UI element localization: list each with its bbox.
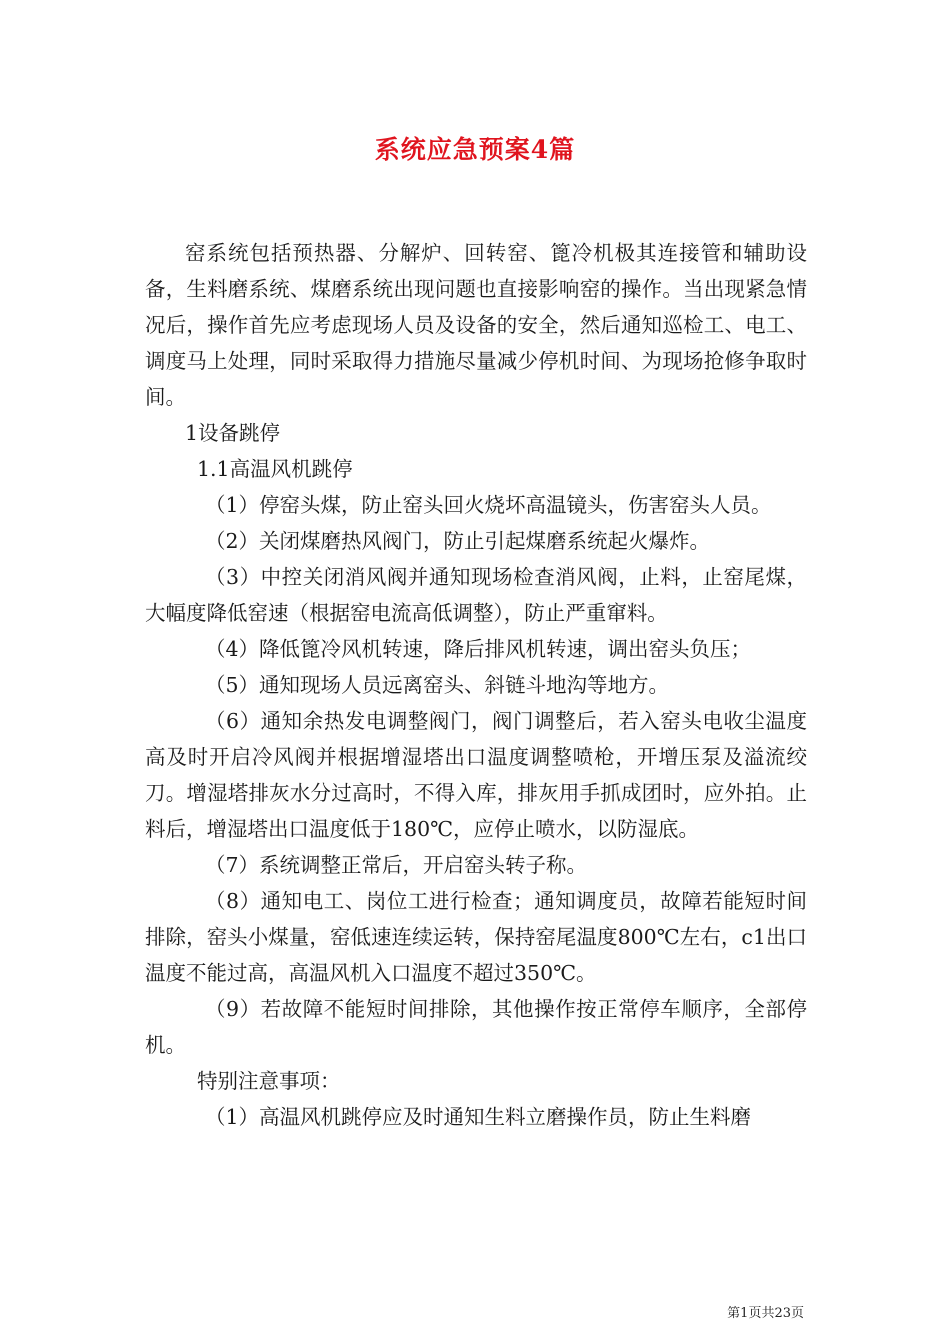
- document-title: 系统应急预案4篇: [374, 135, 576, 164]
- document-body: [145, 235, 807, 1135]
- step-paragraph: （2）关闭煤磨热风阀门，防止引起煤磨系统起火爆炸。: [205, 529, 711, 553]
- step-paragraph: （1）停窑头煤，防止窑头回火烧坏高温镜头，伤害窑头人员。: [205, 493, 772, 517]
- step-paragraph: （7）系统调整正常后，开启窑头转子称。: [205, 853, 588, 877]
- step-paragraph: （4）降低篦冷风机转速，降后排风机转速，调出窑头负压；: [205, 637, 752, 661]
- notes-heading: 特别注意事项：: [197, 1069, 341, 1093]
- intro-paragraph: 窑系统包括预热器、分解炉、回转窑、篦冷机极其连接管和辅助设备，生料磨系统、煤磨系统出现问题也直接影响窑的操作。当出现紧急情况后，操作首先应考虑现场人员及设备的安全，然后通知巡检工、电工、调度马上处理，同时采取得力措施尽量减少停机时间、为现场抢修争取时间。: [145, 241, 807, 409]
- step-paragraph: （8）通知电工、岗位工进行检查；通知调度员，故障若能短时间排除，窑头小煤量，窑低速连续运转，保持窑尾温度800℃左右，c1出口温度不能过高，高温风机入口温度不超过350℃。: [145, 889, 807, 985]
- section-heading-1: 1设备跳停: [185, 421, 281, 445]
- step-paragraph: （3）中控关闭消风阀并通知现场检查消风阀，止料，止窑尾煤，大幅度降低窑速（根据窑电流高低调整），防止严重窜料。: [145, 565, 807, 625]
- section-heading-1-1: 1.1高温风机跳停: [197, 457, 353, 481]
- page-number: 第1页共23页: [727, 1306, 804, 1321]
- step-paragraph: （9）若故障不能短时间排除，其他操作按正常停车顺序，全部停机。: [145, 997, 807, 1057]
- note-paragraph: （1）高温风机跳停应及时通知生料立磨操作员，防止生料磨: [205, 1105, 752, 1129]
- step-paragraph: （5）通知现场人员远离窑头、斜链斗地沟等地方。: [205, 673, 670, 697]
- step-paragraph: （6）通知余热发电调整阀门，阀门调整后，若入窑头电收尘温度高及时开启冷风阀并根据增湿塔出口温度调整喷枪，开增压泵及溢流绞刀。增湿塔排灰水分过高时，不得入库，排灰用手抓成团时，应外拍。止料后，增湿塔出口温度低于180℃，应停止喷水，以防湿底。: [145, 709, 807, 841]
